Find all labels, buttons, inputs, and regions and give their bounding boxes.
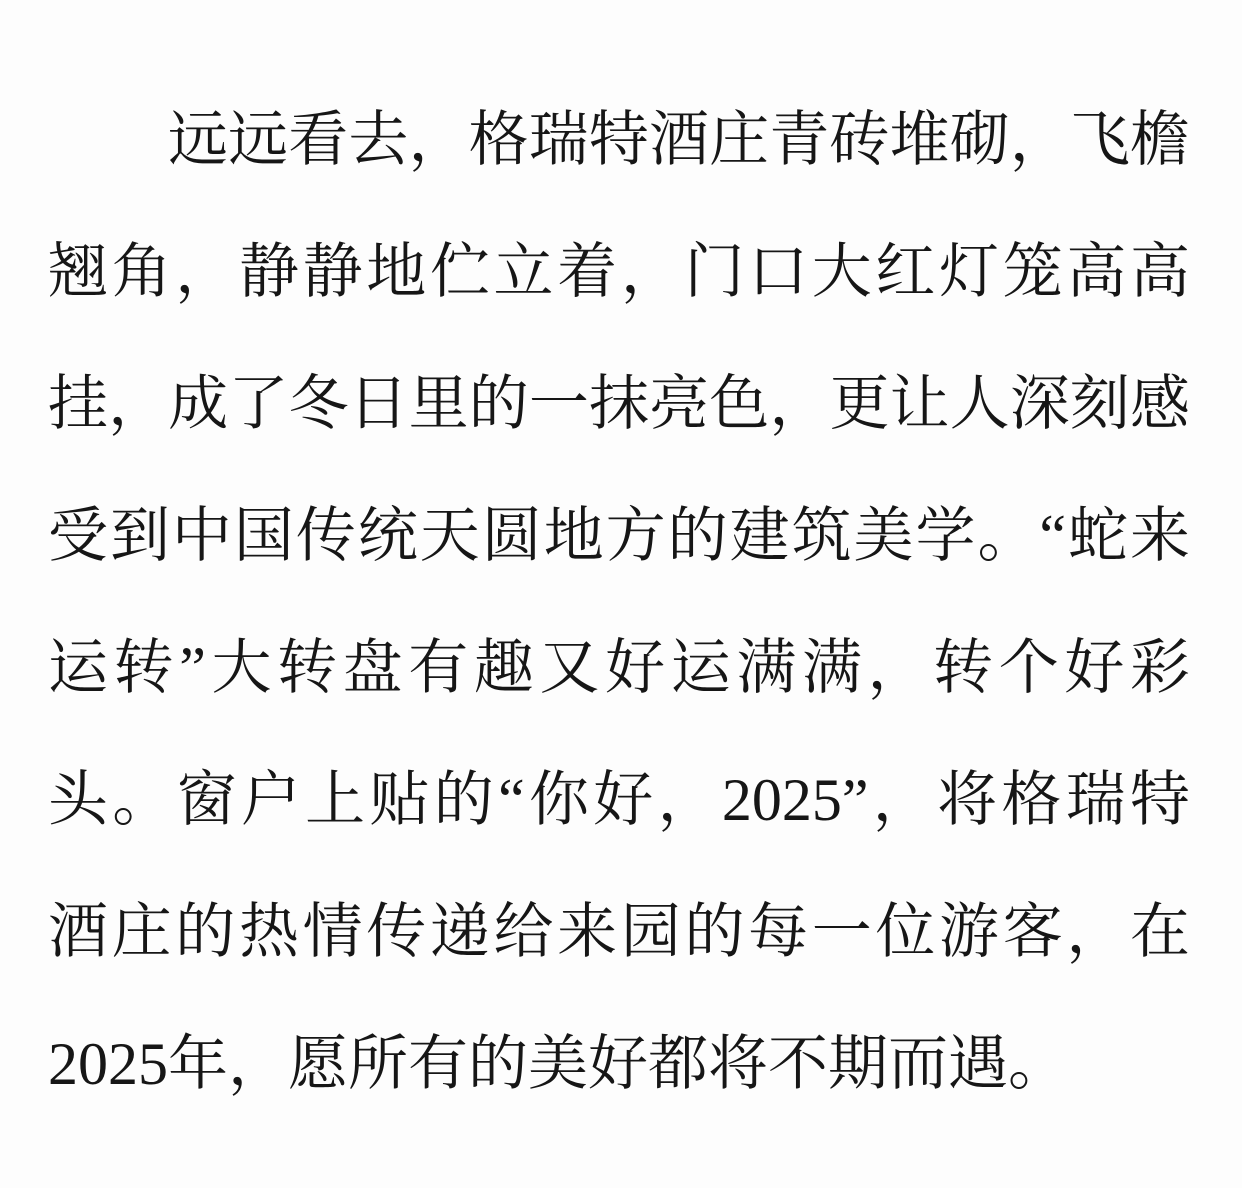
- text-line-1: 远远看去，格瑞特酒庄青砖堆砌，飞檐: [168, 107, 1190, 173]
- paragraph-block: [48, 74, 1190, 1130]
- text-line-2: 翘角，静静地伫立着，门口大红灯笼高高: [48, 239, 1190, 305]
- text-line-6: 头。窗户上贴的“你好，2025”，将格瑞特: [48, 767, 1190, 833]
- text-line-3: 挂，成了冬日里的一抹亮色，更让人深刻感: [48, 371, 1190, 437]
- text-line-7: 酒庄的热情传递给来园的每一位游客，在: [48, 899, 1190, 965]
- text-line-4: 受到中国传统天圆地方的建筑美学。“蛇来: [48, 503, 1190, 569]
- text-line-8: 2025年，愿所有的美好都将不期而遇。: [48, 1031, 1068, 1097]
- text-line-5: 运转”大转盘有趣又好运满满，转个好彩: [48, 635, 1190, 701]
